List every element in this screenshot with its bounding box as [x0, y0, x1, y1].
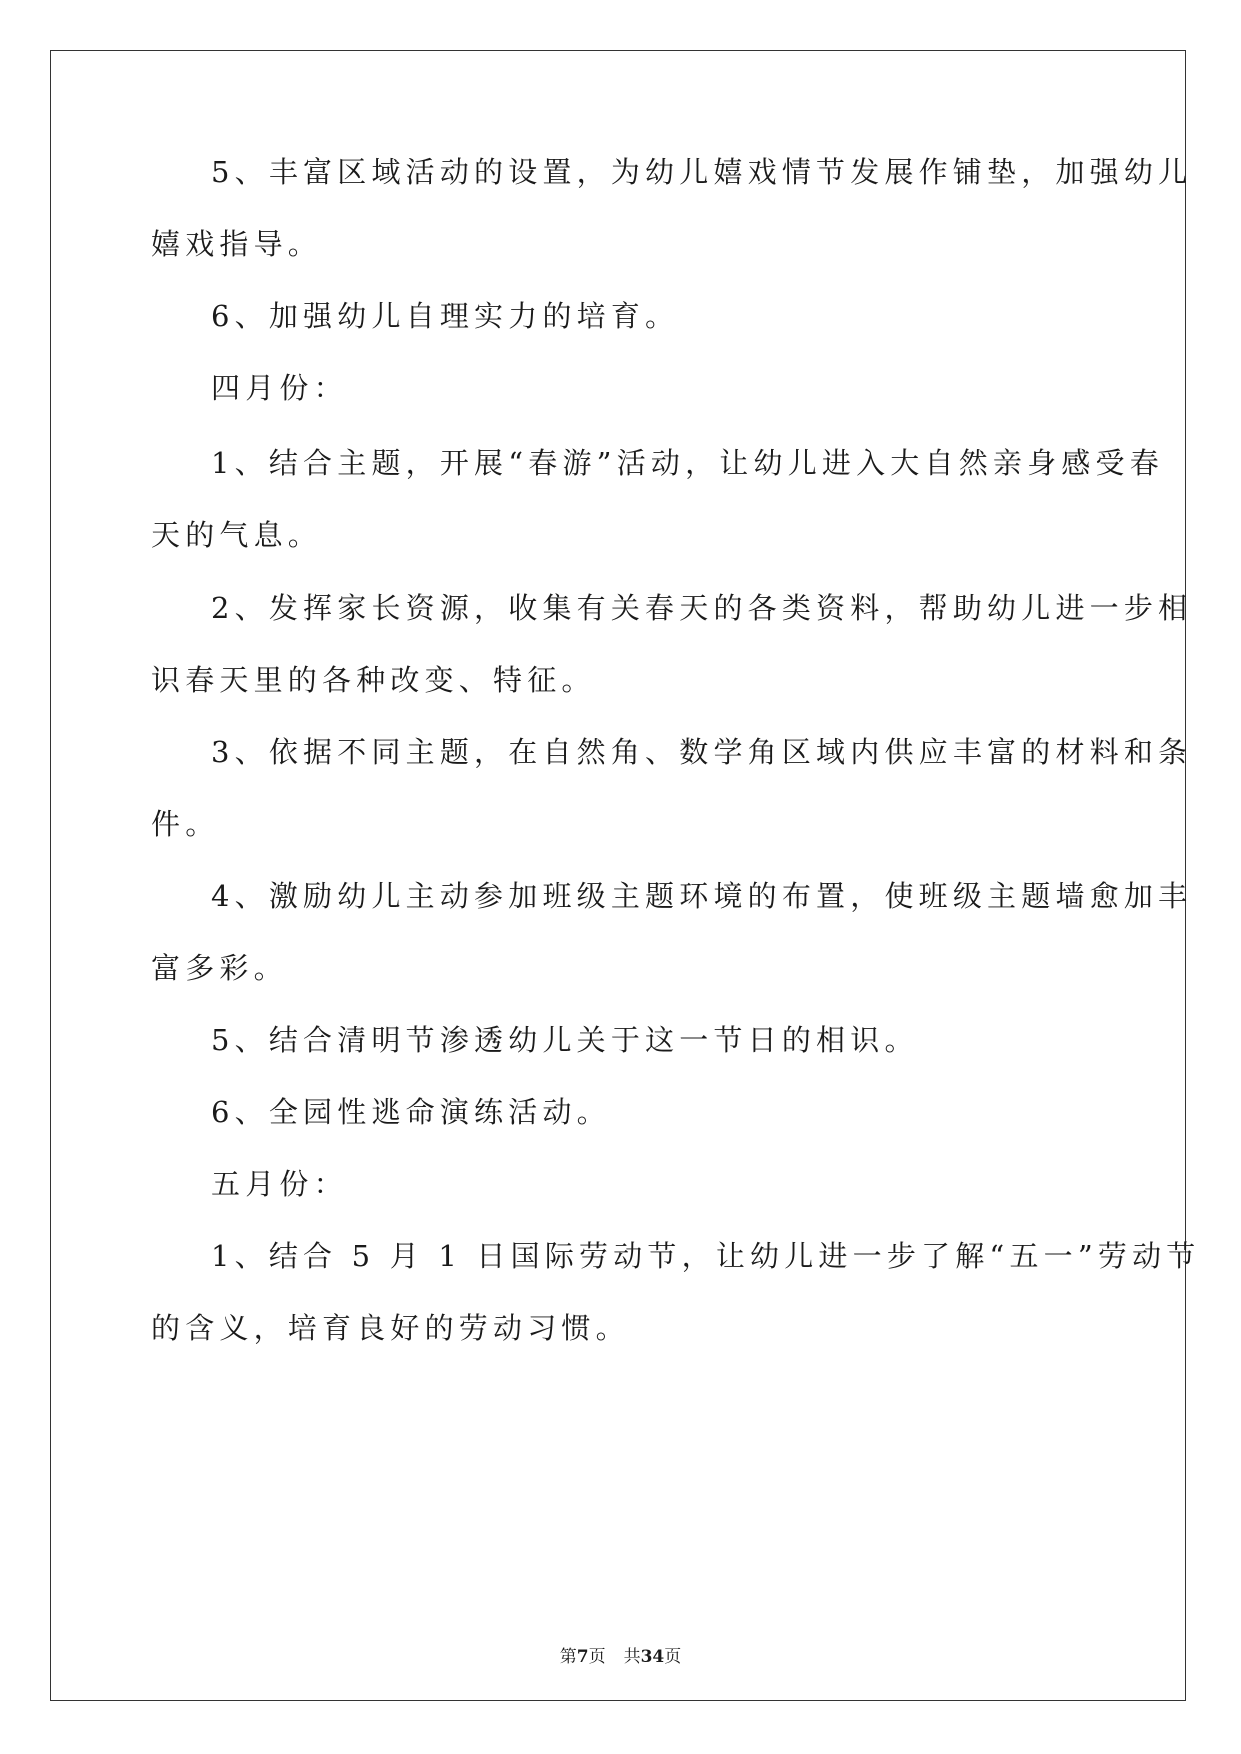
- paragraph-line: 2、发挥家长资源，收集有关春天的各类资料，帮助幼儿进一步相: [211, 591, 1193, 625]
- paragraph-line: 5、结合清明节渗透幼儿关于这一节日的相识。: [211, 1023, 919, 1057]
- page-number: 7: [576, 1647, 589, 1667]
- paragraph-line: 件。: [151, 807, 220, 841]
- paragraph-line: 的含义，培育良好的劳动习惯。: [151, 1311, 630, 1345]
- paragraph-line: 1、结合 5 月 1 日国际劳动节，让幼儿进一步了解“五一”劳动节: [211, 1239, 1201, 1273]
- paragraph-line: 6、全园性逃命演练活动。: [211, 1095, 611, 1129]
- footer-total-suffix: 页: [664, 1647, 682, 1667]
- paragraph-line: 3、依据不同主题，在自然角、数学角区域内供应丰富的材料和条: [211, 735, 1193, 769]
- paragraph-line: 5、丰富区域活动的设置，为幼儿嬉戏情节发展作铺垫，加强幼儿: [211, 155, 1193, 189]
- page-footer: [0, 1646, 1241, 1668]
- paragraph-line: 天的气息。: [151, 518, 323, 552]
- paragraph-line: 嬉戏指导。: [151, 227, 323, 261]
- paragraph-line: 6、加强幼儿自理实力的培育。: [211, 299, 680, 333]
- footer-prefix: 第: [559, 1647, 577, 1667]
- paragraph-line: 富多彩。: [151, 951, 288, 985]
- paragraph-line: 4、激励幼儿主动参加班级主题环境的布置，使班级主题墙愈加丰: [211, 879, 1193, 913]
- section-heading: 五月份：: [211, 1167, 348, 1201]
- footer-page-suffix: 页: [588, 1647, 606, 1667]
- paragraph-line: 1、结合主题，开展“春游”活动，让幼儿进入大自然亲身感受春: [211, 446, 1164, 480]
- footer-total-prefix: 共: [623, 1647, 641, 1667]
- section-heading: 四月份：: [211, 371, 348, 405]
- total-pages: 34: [640, 1647, 665, 1667]
- paragraph-line: 识春天里的各种改变、特征。: [151, 663, 596, 697]
